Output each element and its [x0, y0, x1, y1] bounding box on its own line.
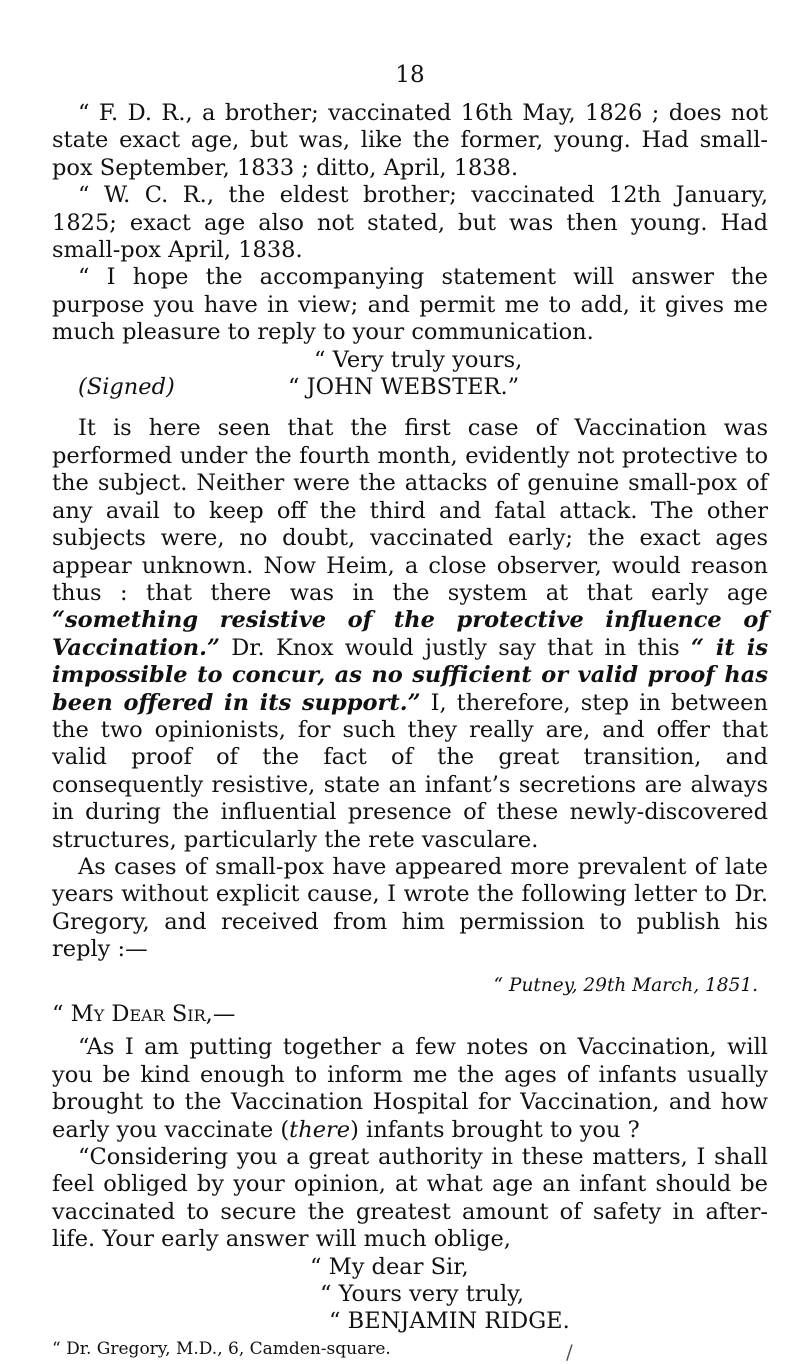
signature-webster: “ JOHN WEBSTER.” [288, 374, 520, 401]
paragraph: As cases of small-pox have appeared more prevalent of late years without explicit cause, I wrote the following letter to Dr. Gregory, and received from him permission to publish his reply :— [52, 853, 768, 963]
letter-text: “As I am putting together a few notes on Vaccination, will you be kind enough to inform me the ages of infants usually brought to the Vaccination Hospital for Vaccination, and how early you vaccinate ( [52, 1034, 768, 1143]
page-number: 18 [395, 62, 425, 88]
emphasis-quote: “ it is impossible to concur, as no sufficient or valid proof has been offered in its support.” [52, 634, 768, 716]
valediction: “ Very truly yours, [314, 346, 523, 373]
letter-paragraph: “Considering you a great authority in these matters, I shall feel obliged by your opinion, at what age an infant should be vaccinated to secure the greatest amount of safety in after-life. Your early answer will much oblige, [52, 1144, 768, 1253]
paragraph: “ W. C. R., the eldest brother; vaccinated 12th January, 1825; exact age also not stated, but was then young. Had small-pox April, 1838. [52, 182, 768, 264]
letter-paragraph [52, 1034, 768, 1144]
paragraph: “ F. D. R., a brother; vaccinated 16th May, 1826 ; does not state exact age, but was, like the former, young. Had small-pox September, 1833 ; ditto, April, 1838. [52, 100, 768, 181]
commentary-text: Dr. Knox would justly say that in this [219, 634, 691, 661]
commentary-text: I, therefore, step in between the two opinionists, for such they really are, and offer that valid proof of the fact of the great transition, and consequently resistive, state an infant’s secretions are always in during the influential presence of these newly-discovered structures, particularly the rete vasculare. [52, 689, 768, 853]
closing-line: “ My dear Sir, [310, 1253, 469, 1280]
salutation: “ My Dear Sir,— [52, 1001, 236, 1027]
dateline: “ Putney, 29th March, 1851. [493, 974, 758, 996]
emphasis-word: there [289, 1116, 351, 1143]
signed-label: (Signed) [78, 374, 175, 401]
letter-text: ) infants brought to you ? [350, 1116, 640, 1143]
signature-ridge: “ BENJAMIN RIDGE. [329, 1308, 570, 1335]
emphasis-quote: “something resistive of the protective influence of Vaccination.” [52, 607, 768, 661]
margin-mark: / [566, 1340, 573, 1364]
addressee: “ Dr. Gregory, M.D., 6, Camden-square. [52, 1338, 391, 1359]
paragraph: “ I hope the accompanying statement will answer the purpose you have in view; and permit me to add, it gives me much pleasure to reply to your communication. [52, 264, 768, 346]
paragraph-commentary [52, 415, 768, 854]
commentary-text: It is here seen that the first case of Vaccination was performed under the fourth month, evidently not protective to the subject. Neither were the attacks of genuine small-pox of any avail to keep off the third and fatal attack. The other subjects were, no doubt, vaccinated early; the exact ages appear unknown. Now Heim, a close observer, would reason thus : that there was in the system at that early age [52, 415, 768, 606]
signature-line [52, 374, 768, 401]
closing-line: “ Yours very truly, [320, 1281, 525, 1308]
main-text [52, 100, 768, 1363]
